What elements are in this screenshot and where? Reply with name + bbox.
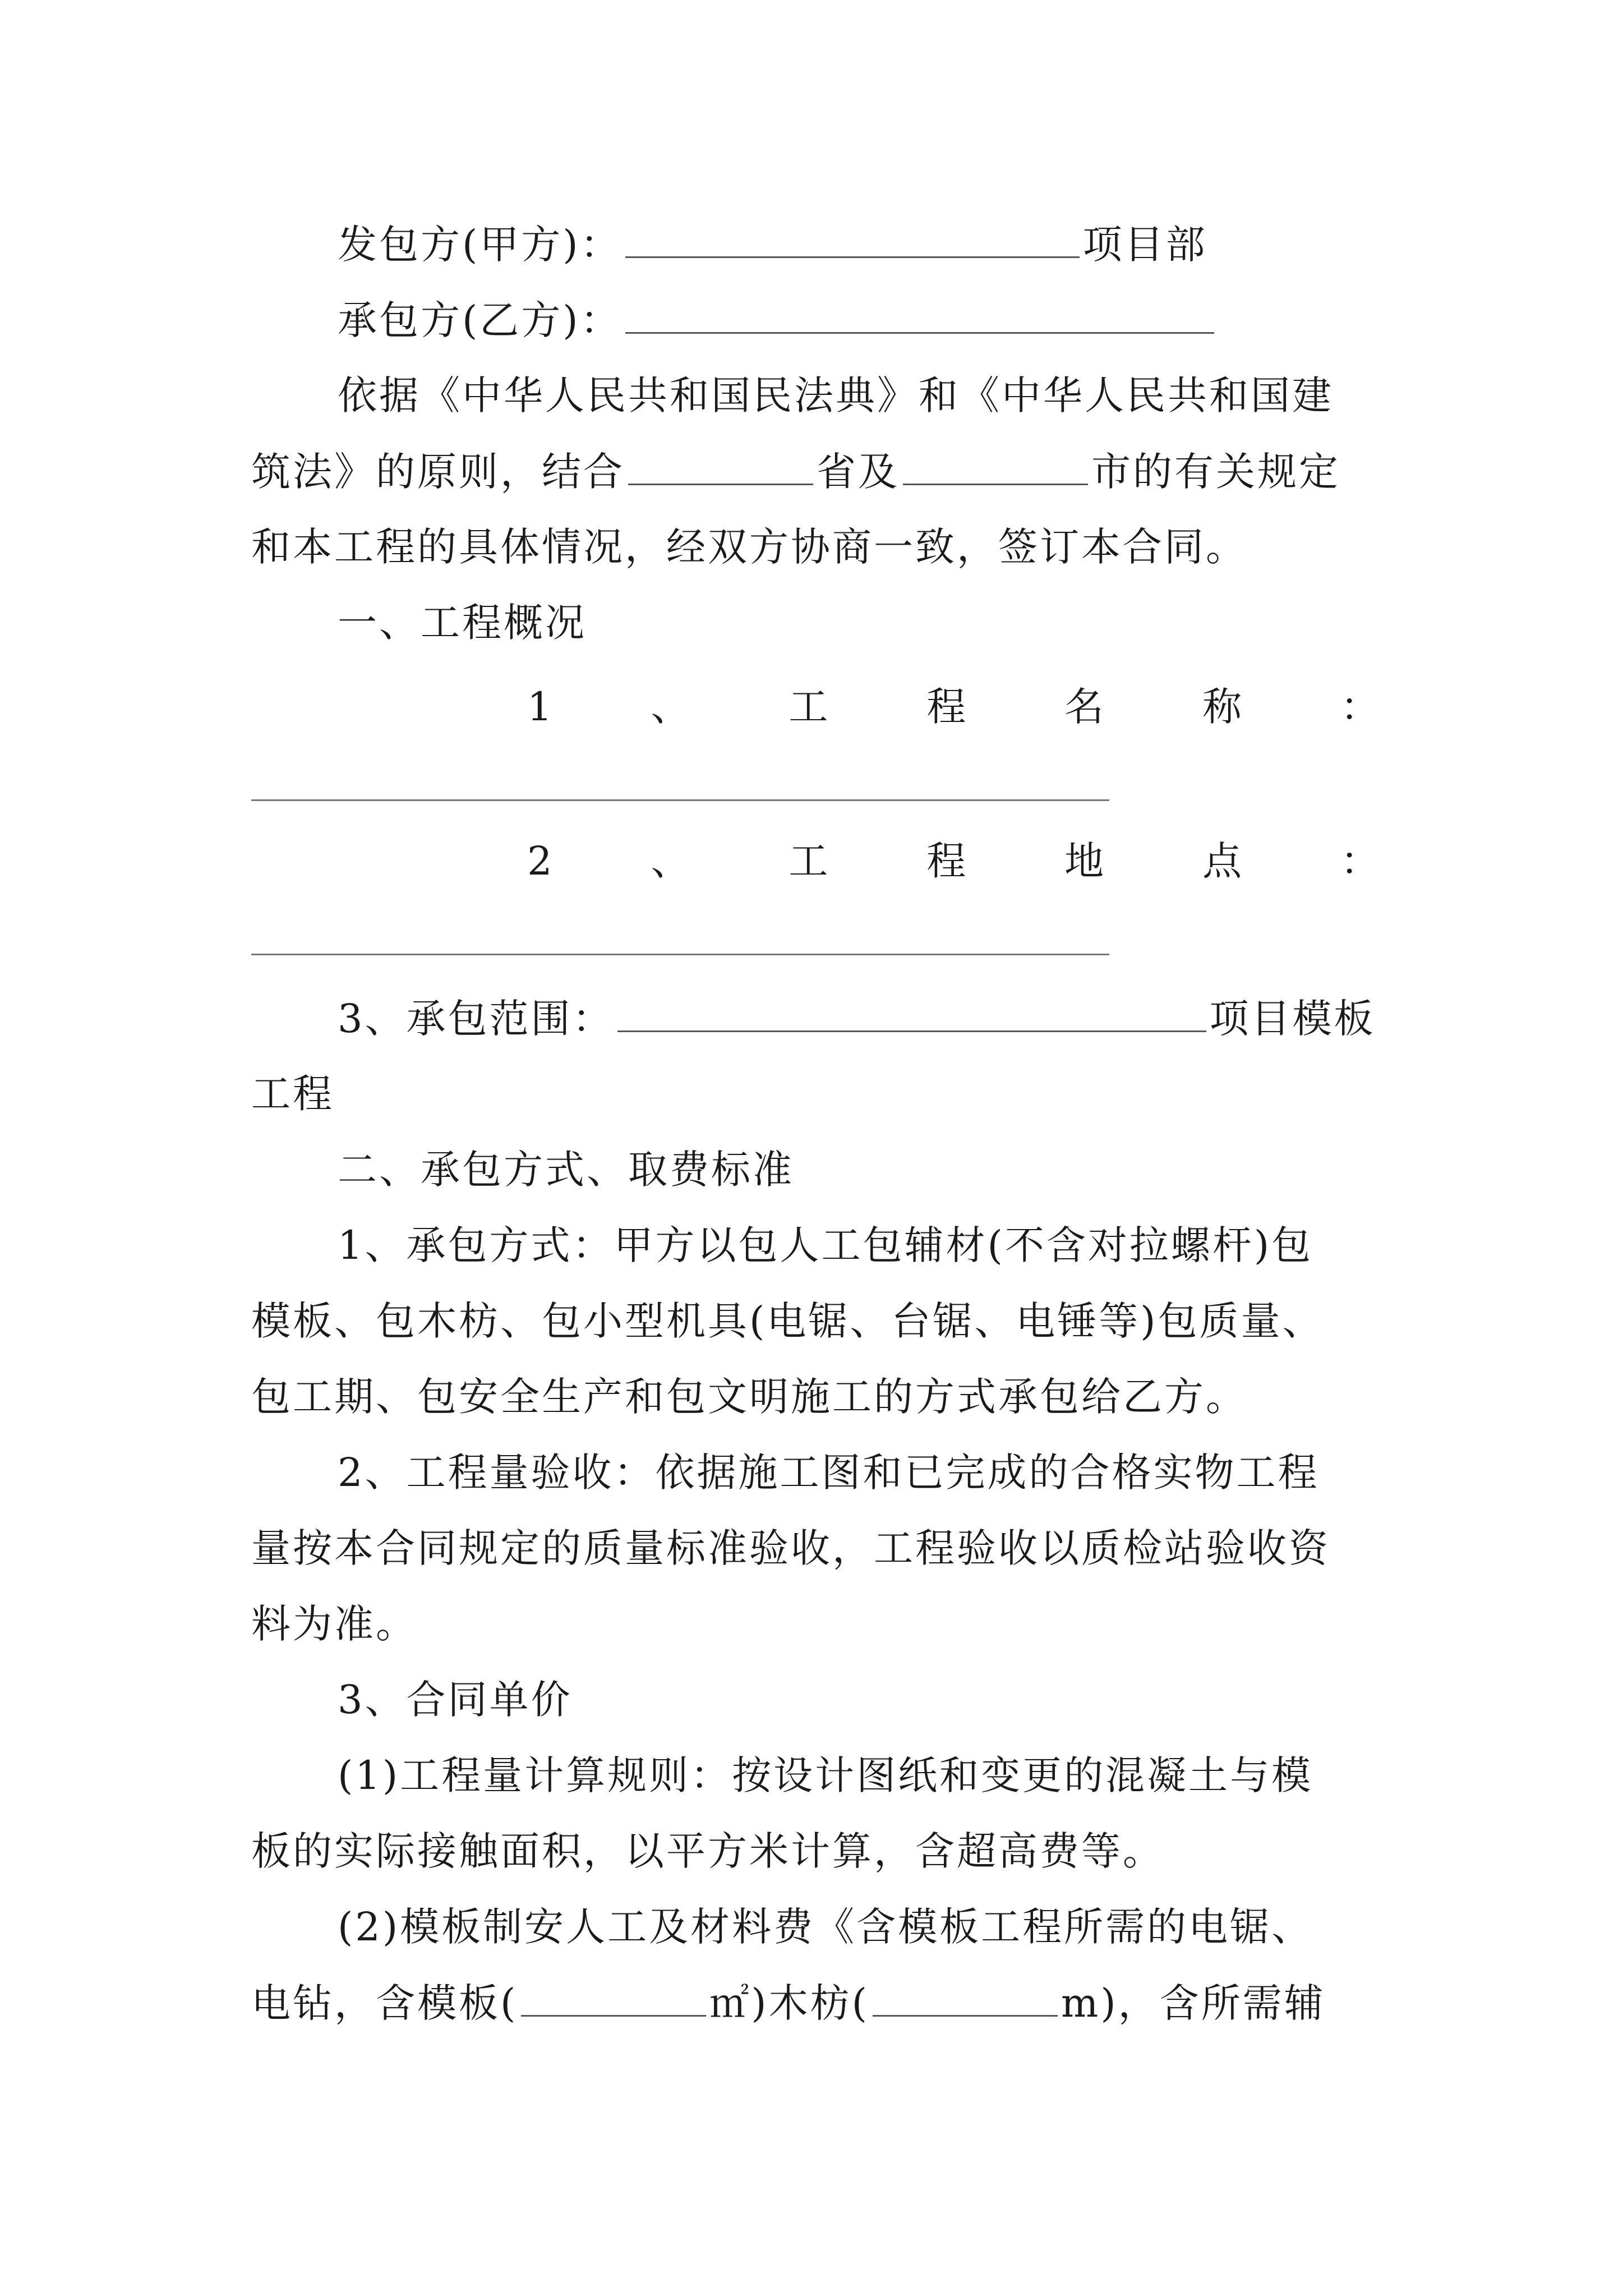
project-name-char: 名 — [1064, 684, 1104, 730]
project-name-blank[interactable] — [251, 799, 1109, 801]
formwork-cost-line-2 — [251, 1975, 1326, 2031]
party-b-label: 承包方(乙方)： — [338, 297, 622, 343]
project-location-char: 点 — [1202, 838, 1242, 884]
project-location-char: 地 — [1064, 838, 1104, 884]
intro-line-2-b: 省及 — [817, 449, 900, 495]
formwork-cost-a: 电钻，含模板( — [251, 1980, 518, 2026]
project-location-blank[interactable] — [251, 954, 1109, 955]
party-a-blank[interactable] — [625, 216, 1080, 258]
project-name-char: 称 — [1202, 684, 1242, 730]
party-b-line — [338, 292, 1218, 348]
intro-line-2 — [251, 443, 1340, 499]
project-location-char: 工 — [789, 838, 828, 884]
party-a-line — [338, 216, 1207, 272]
formwork-cost-c: m)，含所需辅 — [1061, 1980, 1326, 2026]
party-a-label: 发包方(甲方)： — [338, 222, 622, 268]
contract-method-line-2: 模板、包木枋、包小型机具(电锯、台锯、电锤等)包质量、 — [251, 1298, 1324, 1344]
project-location-char: 2 — [527, 838, 552, 884]
intro-line-1: 依据《中华人民共和国民法典》和《中华人民共和国建 — [338, 372, 1334, 418]
intro-line-3: 和本工程的具体情况，经双方协商一致，签订本合同。 — [251, 524, 1247, 570]
project-name-char: 工 — [789, 684, 828, 730]
contract-method-line-1: 1、承包方式：甲方以包人工包辅材(不含对拉螺杆)包 — [338, 1222, 1313, 1268]
formwork-cost-b: ㎡)木枋( — [709, 1980, 869, 2026]
intro-line-2-c: 市的有关规定 — [1091, 449, 1340, 495]
unit-price-title: 3、合同单价 — [338, 1677, 573, 1723]
calc-rule-line-2: 板的实际接触面积，以平方米计算，含超高费等。 — [251, 1828, 1164, 1874]
scope-suffix: 项目模板 — [1209, 996, 1376, 1042]
contract-method-line-3: 包工期、包安全生产和包文明施工的方式承包给乙方。 — [251, 1374, 1247, 1420]
project-name-char: ： — [1340, 684, 1380, 730]
scope-continuation: 工程 — [251, 1071, 334, 1117]
party-a-suffix: 项目部 — [1082, 222, 1207, 268]
project-name-line — [527, 679, 1380, 735]
section-2-title: 二、承包方式、取费标准 — [338, 1147, 794, 1193]
formwork-cost-line-1: (2)模板制安人工及材料费《含模板工程所需的电锯、 — [338, 1904, 1313, 1950]
project-location-char: ： — [1340, 838, 1380, 884]
project-name-char: 程 — [926, 684, 966, 730]
project-name-char: 、 — [651, 684, 690, 730]
city-blank[interactable] — [903, 443, 1088, 485]
intro-line-2-a: 筑法》的原则，结合 — [251, 449, 625, 495]
section-1-title: 一、工程概况 — [338, 600, 587, 646]
calc-rule-line-1: (1)工程量计算规则：按设计图纸和变更的混凝土与模 — [338, 1752, 1313, 1798]
timber-length-blank[interactable] — [873, 1975, 1058, 2017]
scope-blank[interactable] — [617, 990, 1206, 1032]
project-name-char: 1 — [527, 684, 552, 730]
acceptance-line-1: 2、工程量验收：依据施工图和已完成的合格实物工程 — [338, 1450, 1320, 1496]
project-location-char: 程 — [926, 838, 966, 884]
scope-line — [338, 990, 1376, 1046]
formwork-area-blank[interactable] — [521, 1975, 706, 2017]
project-location-line — [527, 833, 1380, 889]
scope-label: 3、承包范围： — [338, 996, 614, 1042]
acceptance-line-3: 料为准。 — [251, 1601, 417, 1647]
acceptance-line-2: 量按本合同规定的质量标准验收，工程验收以质检站验收资 — [251, 1525, 1330, 1571]
project-location-char: 、 — [651, 838, 690, 884]
party-b-blank[interactable] — [625, 292, 1214, 334]
province-blank[interactable] — [628, 443, 813, 485]
